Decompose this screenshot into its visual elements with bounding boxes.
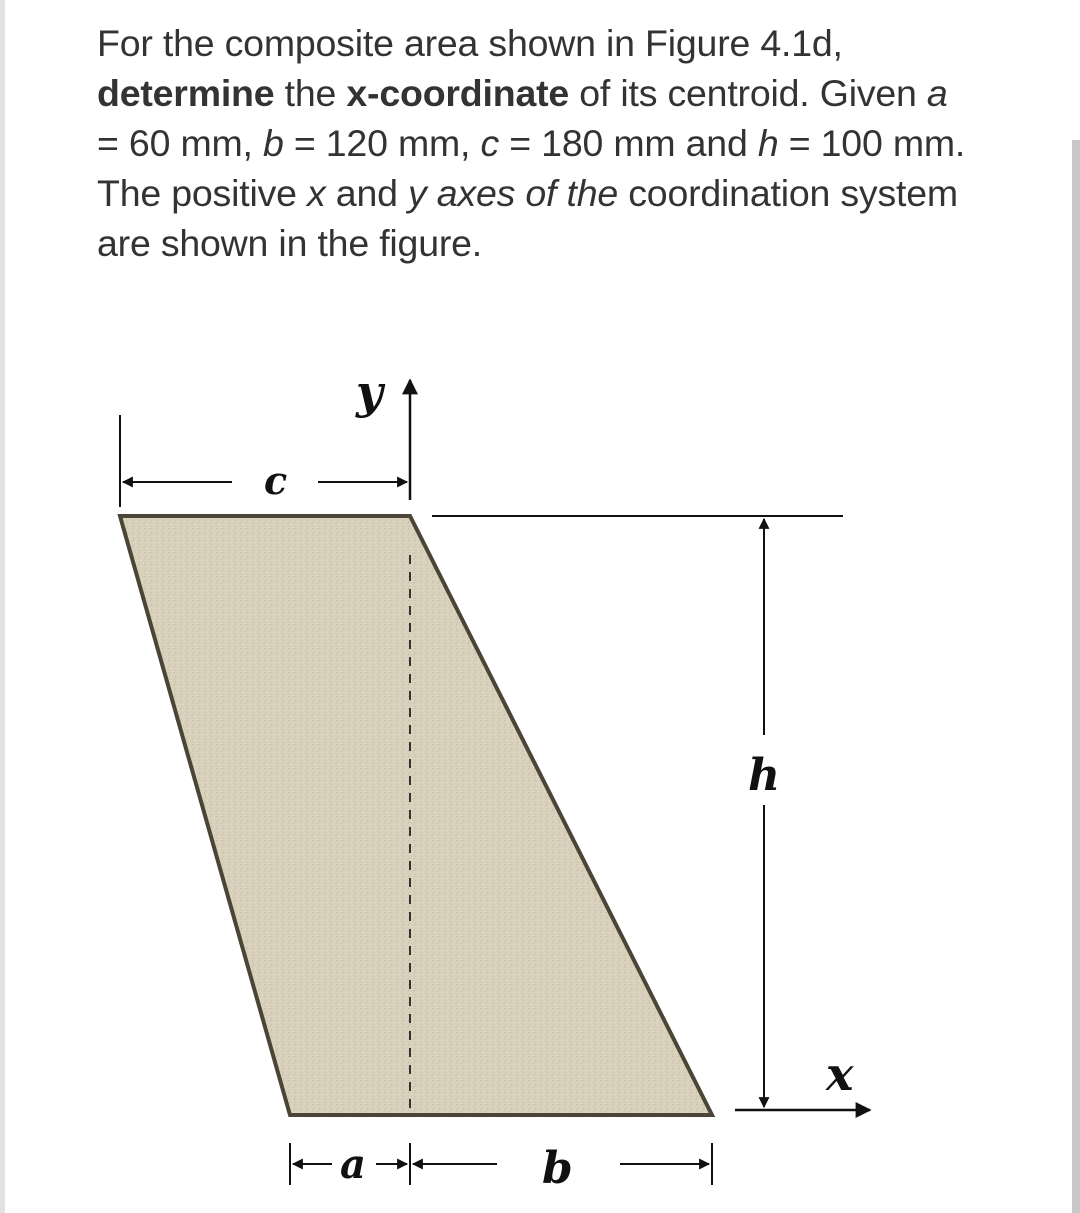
b-dimension-label: b [542, 1143, 573, 1194]
problem-var-b: b [262, 122, 284, 164]
problem-text: = 100 mm. [778, 122, 966, 164]
problem-text: The positive [97, 172, 308, 214]
problem-text: coordination system [618, 172, 958, 214]
h-dimension-label: h [748, 750, 780, 801]
c-dimension-label: c [264, 458, 288, 503]
problem-var-a: a [926, 72, 948, 114]
problem-text: and [325, 172, 408, 214]
problem-var-h: h [757, 122, 779, 164]
a-dimension-label: a [340, 1141, 366, 1188]
problem-text: = 120 mm, [283, 122, 481, 164]
problem-text: = 180 mm and [499, 122, 758, 164]
problem-text-line1: For the composite area shown in Figure 4.1d, [97, 22, 843, 64]
problem-var-c: c [480, 122, 500, 164]
problem-text-x-coordinate: x-coordinate [346, 72, 570, 114]
problem-text: = 60 mm, [97, 122, 263, 164]
problem-text-line5: are shown in the figure. [97, 222, 483, 264]
x-axis-label: x [826, 1047, 854, 1101]
problem-text: the [274, 72, 347, 114]
problem-text-axes: y axes of the [407, 172, 619, 214]
composite-area-shape [120, 516, 712, 1115]
problem-var-x: x [307, 172, 326, 214]
problem-text: of its centroid. Given [569, 72, 927, 114]
problem-text-determine: determine [97, 72, 275, 114]
y-axis-label: y [356, 365, 383, 419]
